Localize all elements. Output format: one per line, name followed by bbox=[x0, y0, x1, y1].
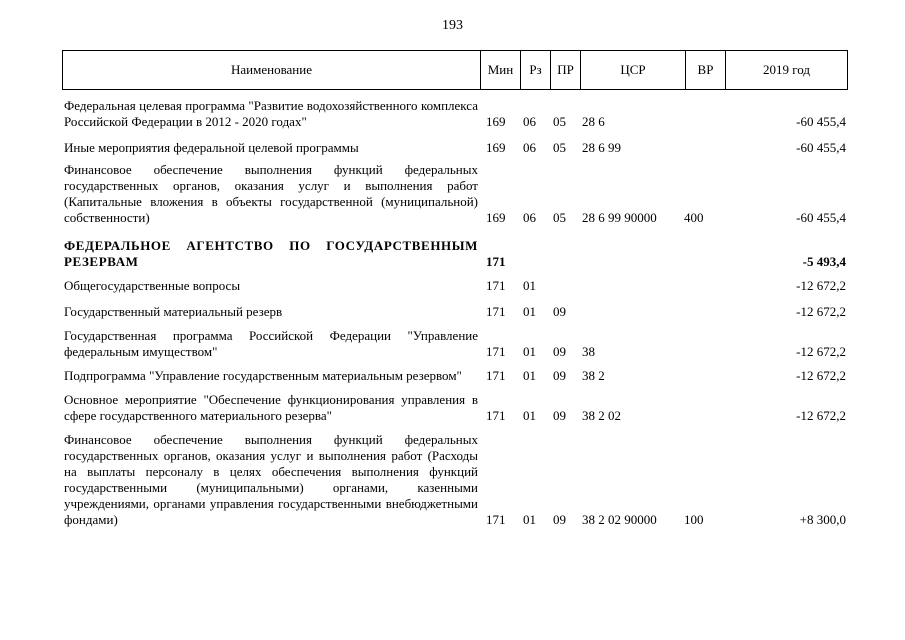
row-amount: +8 300,0 bbox=[799, 512, 846, 527]
row-name: Иные мероприятия федеральной целевой программы bbox=[64, 140, 359, 155]
row-name: Общегосударственные вопросы bbox=[64, 278, 241, 293]
row-rz: 01 bbox=[523, 278, 536, 293]
header-vr: ВР bbox=[685, 51, 725, 89]
table-row bbox=[62, 304, 848, 320]
header-pr: ПР bbox=[550, 51, 580, 89]
row-name: Государственная программа Российской Федерации "Управление федеральным имуществом" bbox=[64, 328, 478, 359]
row-pr: 09 bbox=[553, 512, 566, 527]
row-min: 171 bbox=[486, 408, 506, 423]
row-vr: 400 bbox=[684, 210, 704, 225]
row-min: 169 bbox=[486, 114, 506, 129]
row-min: 171 bbox=[486, 278, 506, 293]
row-rz: 01 bbox=[523, 344, 536, 359]
row-pr: 05 bbox=[553, 140, 566, 155]
table-row bbox=[62, 278, 848, 294]
row-min: 171 bbox=[486, 368, 506, 383]
row-min: 171 bbox=[486, 304, 506, 319]
table-row bbox=[62, 238, 848, 270]
row-csr: 38 bbox=[582, 344, 595, 359]
table-header bbox=[62, 50, 848, 90]
row-min: 169 bbox=[486, 210, 506, 225]
row-pr: 09 bbox=[553, 408, 566, 423]
row-amount: -12 672,2 bbox=[796, 304, 846, 319]
row-pr: 05 bbox=[553, 210, 566, 225]
row-name: Государственный материальный резерв bbox=[64, 304, 283, 319]
row-rz: 01 bbox=[523, 368, 536, 383]
row-name: Финансовое обеспечение выполнения функций федеральных государственных органов, оказания услуг и выполнения работ (Капитальные вложения в объекты государственной (муниципальной) собственности) bbox=[64, 162, 478, 225]
row-rz: 01 bbox=[523, 304, 536, 319]
row-amount: -5 493,4 bbox=[802, 254, 846, 269]
row-vr: 100 bbox=[684, 512, 704, 527]
row-csr: 28 6 99 bbox=[582, 140, 621, 155]
row-amount: -12 672,2 bbox=[796, 408, 846, 423]
row-name: Подпрограмма "Управление государственным материальным резервом" bbox=[64, 368, 462, 383]
table-row bbox=[62, 140, 848, 156]
table-row bbox=[62, 368, 848, 384]
row-csr: 38 2 02 bbox=[582, 408, 621, 423]
row-rz: 06 bbox=[523, 114, 536, 129]
table-row bbox=[62, 432, 848, 528]
row-pr: 09 bbox=[553, 304, 566, 319]
row-amount: -12 672,2 bbox=[796, 344, 846, 359]
row-rz: 01 bbox=[523, 408, 536, 423]
row-pr: 09 bbox=[553, 368, 566, 383]
table-row bbox=[62, 162, 848, 226]
row-csr: 38 2 bbox=[582, 368, 605, 383]
table-row bbox=[62, 328, 848, 360]
row-pr: 05 bbox=[553, 114, 566, 129]
header-rz: Рз bbox=[520, 51, 550, 89]
row-name: ФЕДЕРАЛЬНОЕ АГЕНТСТВО ПО ГОСУДАРСТВЕННЫМ РЕЗЕРВАМ bbox=[64, 238, 478, 269]
row-rz: 01 bbox=[523, 512, 536, 527]
table-body bbox=[62, 98, 848, 536]
row-csr: 28 6 bbox=[582, 114, 605, 129]
header-csr: ЦСР bbox=[580, 51, 685, 89]
row-pr: 09 bbox=[553, 344, 566, 359]
header-name: Наименование bbox=[231, 62, 312, 77]
row-rz: 06 bbox=[523, 210, 536, 225]
row-amount: -60 455,4 bbox=[796, 114, 846, 129]
row-csr: 28 6 99 90000 bbox=[582, 210, 657, 225]
row-amount: -60 455,4 bbox=[796, 140, 846, 155]
row-name: Финансовое обеспечение выполнения функций федеральных государственных органов, оказания услуг и выполнения работ (Расходы на выплаты персоналу в целях обеспечения выполнения функций государственными (муниципальными) органами, казенными учреждениями, органами управления государственными внебюджетными фондами) bbox=[64, 432, 478, 527]
page-number: 193 bbox=[442, 18, 463, 33]
row-name: Федеральная целевая программа "Развитие водохозяйственного комплекса Российской Федерации в 2012 - 2020 годах" bbox=[64, 98, 478, 129]
row-min: 169 bbox=[486, 140, 506, 155]
table-row bbox=[62, 98, 848, 130]
row-amount: -12 672,2 bbox=[796, 278, 846, 293]
row-min: 171 bbox=[486, 344, 506, 359]
row-min: 171 bbox=[486, 254, 506, 269]
table-row bbox=[62, 392, 848, 424]
row-rz: 06 bbox=[523, 140, 536, 155]
header-min: Мин bbox=[480, 51, 520, 89]
header-year: 2019 год bbox=[725, 51, 847, 89]
row-name: Основное мероприятие "Обеспечение функционирования управления в сфере государственного материального резерва" bbox=[64, 392, 478, 423]
row-amount: -60 455,4 bbox=[796, 210, 846, 225]
row-amount: -12 672,2 bbox=[796, 368, 846, 383]
row-min: 171 bbox=[486, 512, 506, 527]
row-csr: 38 2 02 90000 bbox=[582, 512, 657, 527]
